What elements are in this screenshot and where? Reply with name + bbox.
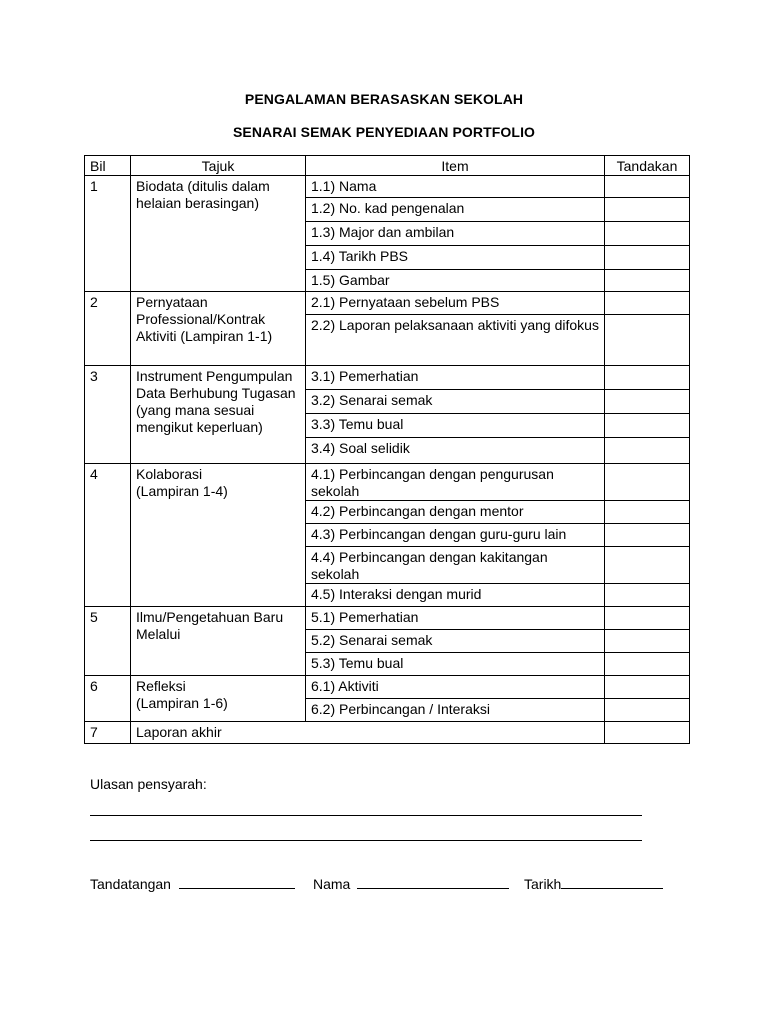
tick-box[interactable]: [605, 315, 690, 366]
table-row: [85, 176, 690, 198]
table-row: [85, 722, 690, 744]
row-item: 1.1) Nama: [306, 176, 605, 198]
row-bil: 6: [85, 676, 131, 722]
table-row: [85, 607, 690, 630]
row-item: 5.3) Temu bual: [306, 653, 605, 676]
row-item: 1.5) Gambar: [306, 270, 605, 292]
row-item: 4.5) Interaksi dengan murid: [306, 584, 605, 607]
row-item: 6.2) Perbincangan / Interaksi: [306, 699, 605, 722]
row-item: 4.2) Perbincangan dengan mentor: [306, 501, 605, 524]
row-item: 3.3) Temu bual: [306, 414, 605, 438]
row-item: 4.1) Perbincangan dengan pengurusan sekolah: [306, 464, 605, 501]
row-bil: 7: [85, 722, 131, 744]
table-row: [85, 464, 690, 501]
row-item: 1.4) Tarikh PBS: [306, 246, 605, 270]
row-item: 5.2) Senarai semak: [306, 630, 605, 653]
date-blank[interactable]: [561, 874, 663, 889]
tick-box[interactable]: [605, 676, 690, 699]
row-item: 6.1) Aktiviti: [306, 676, 605, 699]
tick-box[interactable]: [605, 501, 690, 524]
date-field: [524, 874, 663, 892]
row-bil: 2: [85, 292, 131, 366]
tick-box[interactable]: [605, 414, 690, 438]
row-tajuk: Laporan akhir: [131, 722, 605, 744]
tick-box[interactable]: [605, 722, 690, 744]
tick-box[interactable]: [605, 630, 690, 653]
signature-label: Tandatangan: [90, 876, 171, 892]
row-tajuk: Instrument Pengumpulan Data Berhubung Tugasan (yang mana sesuai mengikut keperluan): [131, 366, 306, 464]
tick-box[interactable]: [605, 198, 690, 222]
row-tajuk: Kolaborasi (Lampiran 1-4): [131, 464, 306, 607]
row-tajuk: Biodata (ditulis dalam helaian berasingan): [131, 176, 306, 292]
header-tandakan: Tandakan: [605, 156, 690, 176]
tick-box[interactable]: [605, 699, 690, 722]
tick-box[interactable]: [605, 222, 690, 246]
row-item: 3.4) Soal selidik: [306, 438, 605, 464]
row-item: 2.2) Laporan pelaksanaan aktiviti yang difokus: [306, 315, 605, 366]
checklist-table: [84, 155, 690, 744]
table-row: [85, 676, 690, 699]
tick-box[interactable]: [605, 464, 690, 501]
row-bil: 5: [85, 607, 131, 676]
row-item: 3.1) Pemerhatian: [306, 366, 605, 390]
table-row: [85, 366, 690, 390]
table-row: [85, 292, 690, 315]
row-bil: 4: [85, 464, 131, 607]
row-item: 4.3) Perbincangan dengan guru-guru lain: [306, 524, 605, 547]
header-bil: Bil: [85, 156, 131, 176]
document-subtitle: SENARAI SEMAK PENYEDIAAN PORTFOLIO: [232, 124, 536, 140]
comments-line-1[interactable]: [90, 815, 642, 816]
tick-box[interactable]: [605, 246, 690, 270]
date-label: Tarikh: [524, 876, 562, 892]
header-tajuk: Tajuk: [131, 156, 306, 176]
tick-box[interactable]: [605, 176, 690, 198]
tick-box[interactable]: [605, 270, 690, 292]
tick-box[interactable]: [605, 390, 690, 414]
row-item: 3.2) Senarai semak: [306, 390, 605, 414]
header-item: Item: [306, 156, 605, 176]
signature-blank[interactable]: [179, 874, 295, 889]
row-item: 1.3) Major dan ambilan: [306, 222, 605, 246]
comments-line-2[interactable]: [90, 840, 642, 841]
row-tajuk: Pernyataan Professional/Kontrak Aktiviti (Lampiran 1-1): [131, 292, 306, 366]
row-item: 5.1) Pemerhatian: [306, 607, 605, 630]
tick-box[interactable]: [605, 584, 690, 607]
row-bil: 1: [85, 176, 131, 292]
name-label: Nama: [313, 876, 351, 892]
row-tajuk: Refleksi (Lampiran 1-6): [131, 676, 306, 722]
name-blank[interactable]: [357, 874, 509, 889]
tick-box[interactable]: [605, 366, 690, 390]
tick-box[interactable]: [605, 547, 690, 584]
row-bil: 3: [85, 366, 131, 464]
row-item: 1.2) No. kad pengenalan: [306, 198, 605, 222]
document-title: PENGALAMAN BERASASKAN SEKOLAH: [244, 91, 524, 107]
comments-label: Ulasan pensyarah:: [90, 776, 207, 792]
signature-field: [90, 874, 295, 892]
name-field: [313, 874, 509, 892]
tick-box[interactable]: [605, 524, 690, 547]
row-tajuk: Ilmu/Pengetahuan Baru Melalui: [131, 607, 306, 676]
tick-box[interactable]: [605, 653, 690, 676]
tick-box[interactable]: [605, 292, 690, 315]
tick-box[interactable]: [605, 607, 690, 630]
row-item: 4.4) Perbincangan dengan kakitangan sekolah: [306, 547, 605, 584]
row-item: 2.1) Pernyataan sebelum PBS: [306, 292, 605, 315]
tick-box[interactable]: [605, 438, 690, 464]
